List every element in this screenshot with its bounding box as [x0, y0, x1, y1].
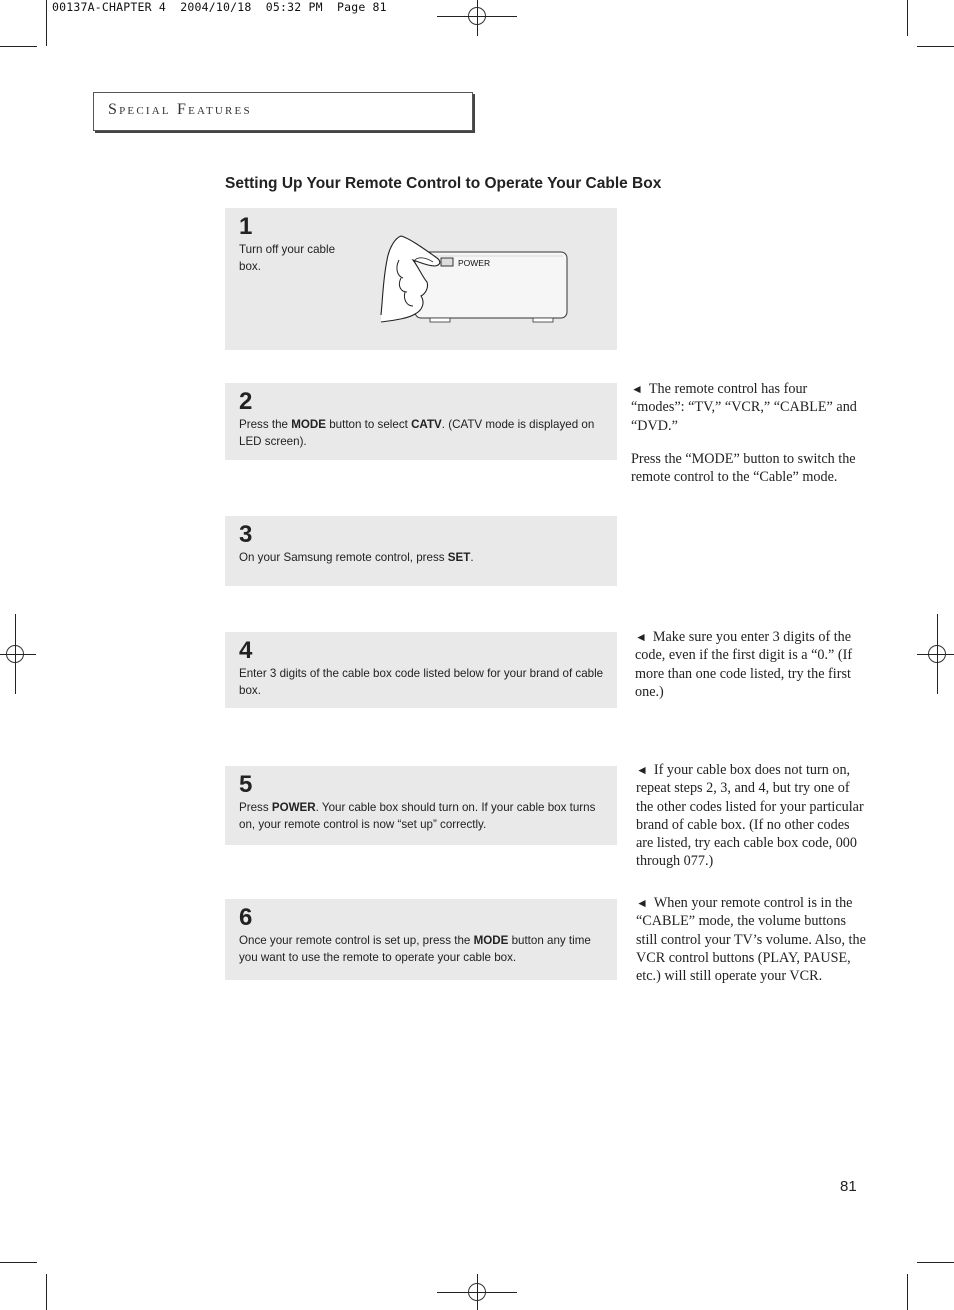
power-button-icon — [441, 258, 453, 266]
registration-line — [477, 0, 478, 36]
pointer-arrow-icon: ◄ — [636, 763, 648, 777]
step-number: 4 — [239, 637, 253, 664]
pointer-arrow-icon: ◄ — [631, 382, 643, 396]
step-3 — [225, 516, 617, 586]
section-title: Special Features — [108, 101, 252, 118]
step-text: Turn off your cable box. — [239, 243, 336, 273]
pointer-arrow-icon: ◄ — [636, 896, 648, 910]
step-text: Once your remote control is set up, press the MODE button any time you want to use the remote to operate your cable box. — [239, 934, 591, 964]
registration-line — [917, 654, 954, 655]
registration-line — [477, 1274, 478, 1310]
cable-box-illustration — [375, 220, 575, 330]
page-number: 81 — [840, 1178, 857, 1195]
power-label: POWER — [458, 258, 491, 268]
pointer-arrow-icon: ◄ — [635, 630, 647, 644]
crop-mark — [0, 46, 37, 47]
step-number: 1 — [239, 213, 253, 240]
step-4 — [225, 632, 617, 708]
step-1 — [225, 208, 617, 350]
crop-mark — [46, 1274, 47, 1310]
crop-mark — [46, 0, 47, 46]
registration-line — [15, 614, 16, 694]
step-number: 5 — [239, 771, 253, 798]
note-cable-mode: ◄ When your remote control is in the “CABLE” mode, the volume buttons still control your TV’s volume. Also, the VCR control buttons (PLAY, PAUSE, etc.) will still operate your VCR. — [636, 895, 866, 985]
step-text: On your Samsung remote control, press SET. — [239, 551, 474, 564]
print-slug: 00137A-CHAPTER 4 2004/10/18 05:32 PM Page 81 — [52, 0, 387, 14]
crop-mark — [917, 1262, 954, 1263]
step-text: Press the MODE button to select CATV. (CATV mode is displayed on LED screen). — [239, 418, 595, 448]
step-text: Enter 3 digits of the cable box code listed below for your brand of cable box. — [239, 667, 604, 697]
step-6 — [225, 899, 617, 980]
crop-mark — [0, 1262, 37, 1263]
crop-mark — [907, 1274, 908, 1310]
crop-mark — [907, 0, 908, 36]
note-digits: ◄ Make sure you enter 3 digits of the code, even if the first digit is a “0.” (If more than one code listed, try the first one.) — [635, 629, 853, 700]
page-heading: Setting Up Your Remote Control to Operate Your Cable Box — [225, 175, 662, 192]
registration-line — [0, 654, 36, 655]
crop-mark — [917, 46, 954, 47]
step-5 — [225, 766, 617, 845]
step-number: 6 — [239, 904, 253, 931]
registration-line — [937, 614, 938, 694]
step-number: 2 — [239, 388, 253, 415]
step-text: Press POWER. Your cable box should turn on. If your cable box turns on, your remote control is now “set up” correctly. — [239, 801, 596, 831]
step-2 — [225, 383, 617, 460]
note-modes: ◄ The remote control has four “modes”: “TV,” “VCR,” “CABLE” and “DVD.” Press the “MODE” button to switch the remote control to the “Cable” mode. — [631, 381, 857, 486]
step-number: 3 — [239, 521, 253, 548]
note-retry: ◄ If your cable box does not turn on, repeat steps 2, 3, and 4, but try one of the other codes listed for your particular brand of cable box. (If no other codes are listed, try each cable box code, 000 through 077.) — [636, 762, 864, 870]
